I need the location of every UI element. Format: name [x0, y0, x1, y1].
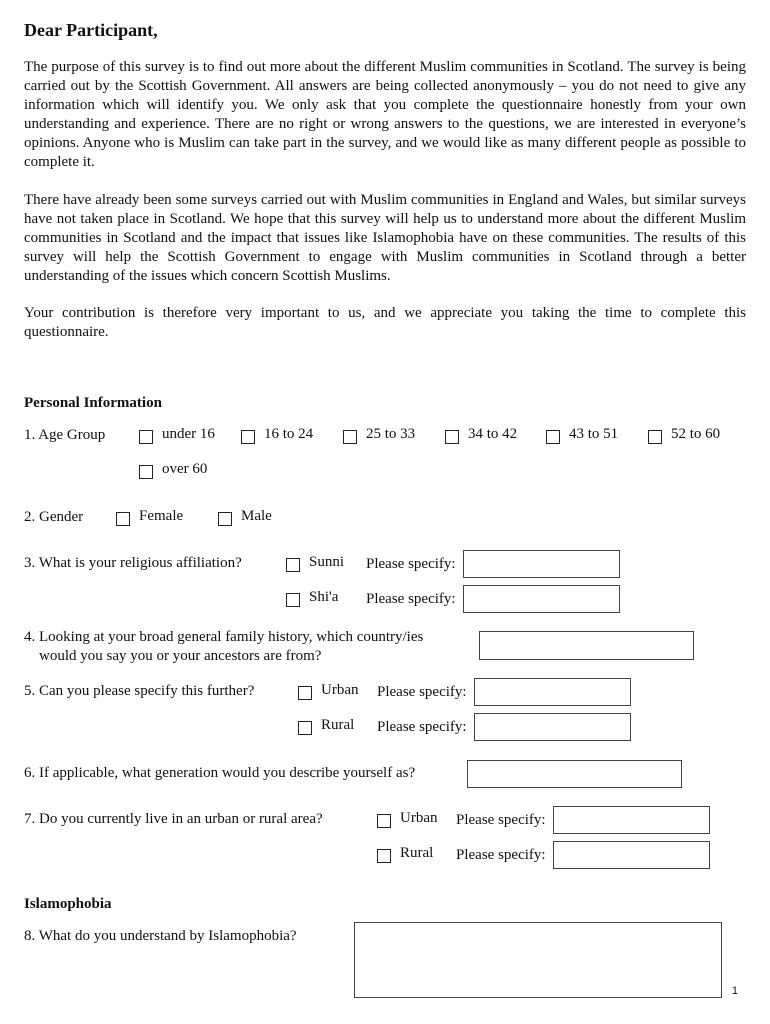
q5-label: 5. Can you please specify this further? — [24, 683, 255, 699]
gender-male-label: Male — [241, 508, 272, 524]
q4-label-line1: 4. Looking at your broad general family history, which country/ies — [24, 629, 424, 645]
page-number: 1 — [731, 985, 738, 997]
current-urban-checkbox[interactable] — [377, 814, 391, 828]
current-rural-specify-label: Please specify: — [456, 847, 546, 863]
affiliation-sunni-checkbox[interactable] — [286, 558, 300, 572]
age-25to33-label: 25 to 33 — [366, 426, 416, 442]
q8-label: 8. What do you understand by Islamophobia? — [24, 928, 297, 944]
gender-female-checkbox[interactable] — [116, 512, 130, 526]
origin-urban-specify-field[interactable] — [474, 678, 631, 706]
current-urban-label: Urban — [400, 810, 438, 826]
shia-specify-label: Please specify: — [366, 591, 456, 607]
age-43to51-checkbox[interactable] — [546, 430, 560, 444]
q1-label: 1. Age Group — [24, 427, 106, 443]
age-52to60-label: 52 to 60 — [671, 426, 721, 442]
q7-label: 7. Do you currently live in an urban or rural area? — [24, 811, 323, 827]
origin-rural-label: Rural — [321, 717, 355, 733]
intro-paragraph-3: Your contribution is therefore very important to us, and we appreciate you taking the time to complete this questionnaire. — [24, 305, 746, 340]
origin-rural-checkbox[interactable] — [298, 721, 312, 735]
age-43to51-label: 43 to 51 — [569, 426, 619, 442]
intro-paragraph-2: There have already been some surveys carried out with Muslim communities in England and Wales, but similar surveys have not taken place in Scotland. We hope that this survey will help us to understand more about the different Muslim communities in Scotland and the impact that issues like Islamophobia have on these communities. The results of this survey will help the Scottish Government to engage with Muslim communities in Scotland through a better understanding of the issues which concern Scottish Muslims. — [24, 192, 746, 284]
origin-rural-specify-label: Please specify: — [377, 719, 467, 735]
age-over60-checkbox[interactable] — [139, 465, 153, 479]
age-34to42-checkbox[interactable] — [445, 430, 459, 444]
affiliation-shia-label: Shi'a — [309, 589, 339, 605]
islamophobia-understanding-textarea[interactable] — [354, 922, 722, 998]
gender-male-checkbox[interactable] — [218, 512, 232, 526]
affiliation-sunni-label: Sunni — [309, 554, 345, 570]
origin-urban-checkbox[interactable] — [298, 686, 312, 700]
q6-label: 6. If applicable, what generation would you describe yourself as? — [24, 765, 416, 781]
current-rural-specify-field[interactable] — [553, 841, 710, 869]
ancestry-country-field[interactable] — [479, 631, 694, 660]
shia-specify-field[interactable] — [463, 585, 620, 613]
age-16to24-label: 16 to 24 — [264, 426, 314, 442]
gender-female-label: Female — [139, 508, 184, 524]
current-rural-checkbox[interactable] — [377, 849, 391, 863]
generation-field[interactable] — [467, 760, 682, 788]
salutation-heading: Dear Participant, — [24, 20, 158, 40]
section-personal-information: Personal Information — [24, 395, 162, 411]
age-over60-label: over 60 — [162, 461, 208, 477]
age-25to33-checkbox[interactable] — [343, 430, 357, 444]
origin-rural-specify-field[interactable] — [474, 713, 631, 741]
q2-label: 2. Gender — [24, 509, 84, 525]
age-16to24-checkbox[interactable] — [241, 430, 255, 444]
current-rural-label: Rural — [400, 845, 434, 861]
origin-urban-specify-label: Please specify: — [377, 684, 467, 700]
intro-paragraph-1: The purpose of this survey is to find out more about the different Muslim communities in Scotland. The survey is being carried out by the Scottish Government. All answers are being collected anonymously – you do not need to give any information which will identify you. We only ask that you complete the questionnaire honestly from your own understanding and experience. There are no right or wrong answers to the questions, we are interested in everyone’s opinions. Anyone who is Muslim can take part in the survey, and we would like as many different people as possible to complete it. — [24, 59, 746, 170]
age-under16-checkbox[interactable] — [139, 430, 153, 444]
age-34to42-label: 34 to 42 — [468, 426, 518, 442]
origin-urban-label: Urban — [321, 682, 359, 698]
current-urban-specify-label: Please specify: — [456, 812, 546, 828]
q3-label: 3. What is your religious affiliation? — [24, 555, 242, 571]
section-islamophobia: Islamophobia — [24, 896, 112, 912]
sunni-specify-label: Please specify: — [366, 556, 456, 572]
affiliation-shia-checkbox[interactable] — [286, 593, 300, 607]
current-urban-specify-field[interactable] — [553, 806, 710, 834]
sunni-specify-field[interactable] — [463, 550, 620, 578]
age-under16-label: under 16 — [162, 426, 215, 442]
age-52to60-checkbox[interactable] — [648, 430, 662, 444]
q4-label-line2: would you say you or your ancestors are from? — [39, 648, 322, 664]
